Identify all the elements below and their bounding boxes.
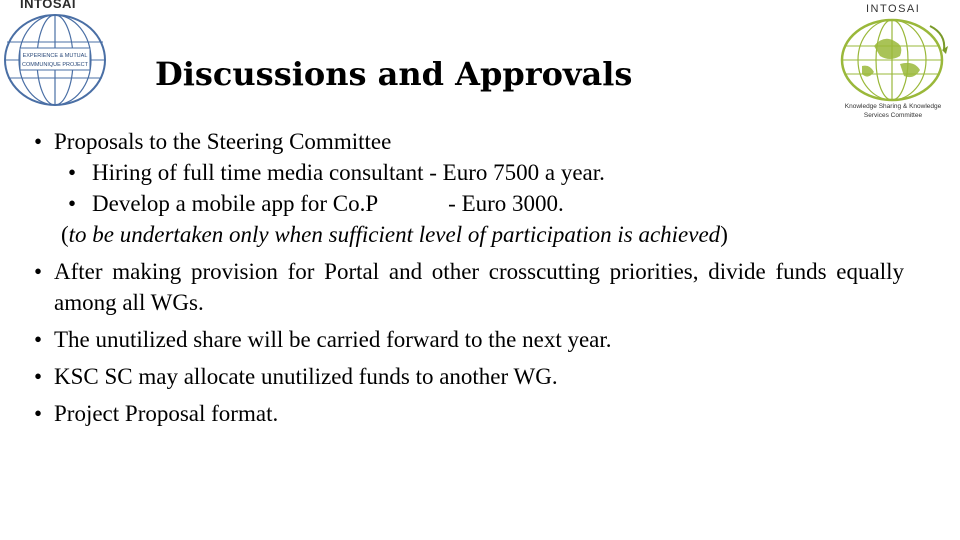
bullet-proposals-text: Proposals to the Steering Committee [54, 129, 392, 154]
bullet-marker: • [34, 327, 43, 352]
bullet-ksc [34, 361, 914, 392]
bullet-unutilized-text: The unutilized share will be carried forward to the next year. [54, 327, 612, 352]
globe-icon [0, 10, 112, 108]
bullet-portal [34, 256, 914, 318]
ksc-caption-line2: Services Committee [863, 112, 923, 119]
intosai-logo-left-label: INTOSAI [20, 0, 76, 11]
sub-bullet-app-cost: - Euro 3000. [448, 191, 564, 216]
bullet-portal-text: After making provision for Portal and other crosscutting priorities, divide funds equally among all WGs. [54, 259, 904, 315]
bullet-list [34, 126, 914, 429]
bullet-marker: • [34, 401, 43, 426]
participation-note [61, 219, 914, 250]
logo-badge-line1: EXPERIENCE & MUTUAL [22, 53, 88, 59]
participation-note-text: to be undertaken only when sufficient level of participation is achieved [68, 222, 721, 247]
sub-bullet-app [68, 188, 914, 219]
intosai-logo-left [0, 0, 112, 110]
logo-badge-line2: COMMUNIQUE PROJECT [22, 62, 88, 68]
note-close-paren: ) [720, 222, 728, 247]
bullet-unutilized [34, 324, 914, 355]
bullet-marker: • [68, 160, 77, 185]
sub-bullet-app-text: Develop a mobile app for Co.P [92, 191, 379, 216]
slide-title: Discussions and Approvals [155, 55, 633, 93]
bullet-marker: • [34, 129, 43, 154]
ksc-caption [826, 102, 960, 120]
intosai-logo-right-label: INTOSAI [866, 3, 921, 15]
bullet-proposals [34, 126, 914, 157]
ksc-caption-line1: Knowledge Sharing & Knowledge [844, 103, 942, 110]
bullet-format-text: Project Proposal format. [54, 401, 279, 426]
bullet-ksc-text: KSC SC may allocate unutilized funds to another WG. [54, 364, 558, 389]
green-globe-icon [834, 16, 954, 102]
intosai-ksc-logo-right [826, 0, 960, 122]
bullet-marker: • [34, 364, 43, 389]
bullet-format [34, 398, 914, 429]
bullet-marker: • [34, 259, 43, 284]
sub-bullet-hiring-text: Hiring of full time media consultant - Euro 7500 a year. [92, 160, 605, 185]
bullet-marker: • [68, 191, 77, 216]
note-open-paren: ( [61, 222, 69, 247]
sub-bullet-hiring [68, 157, 914, 188]
